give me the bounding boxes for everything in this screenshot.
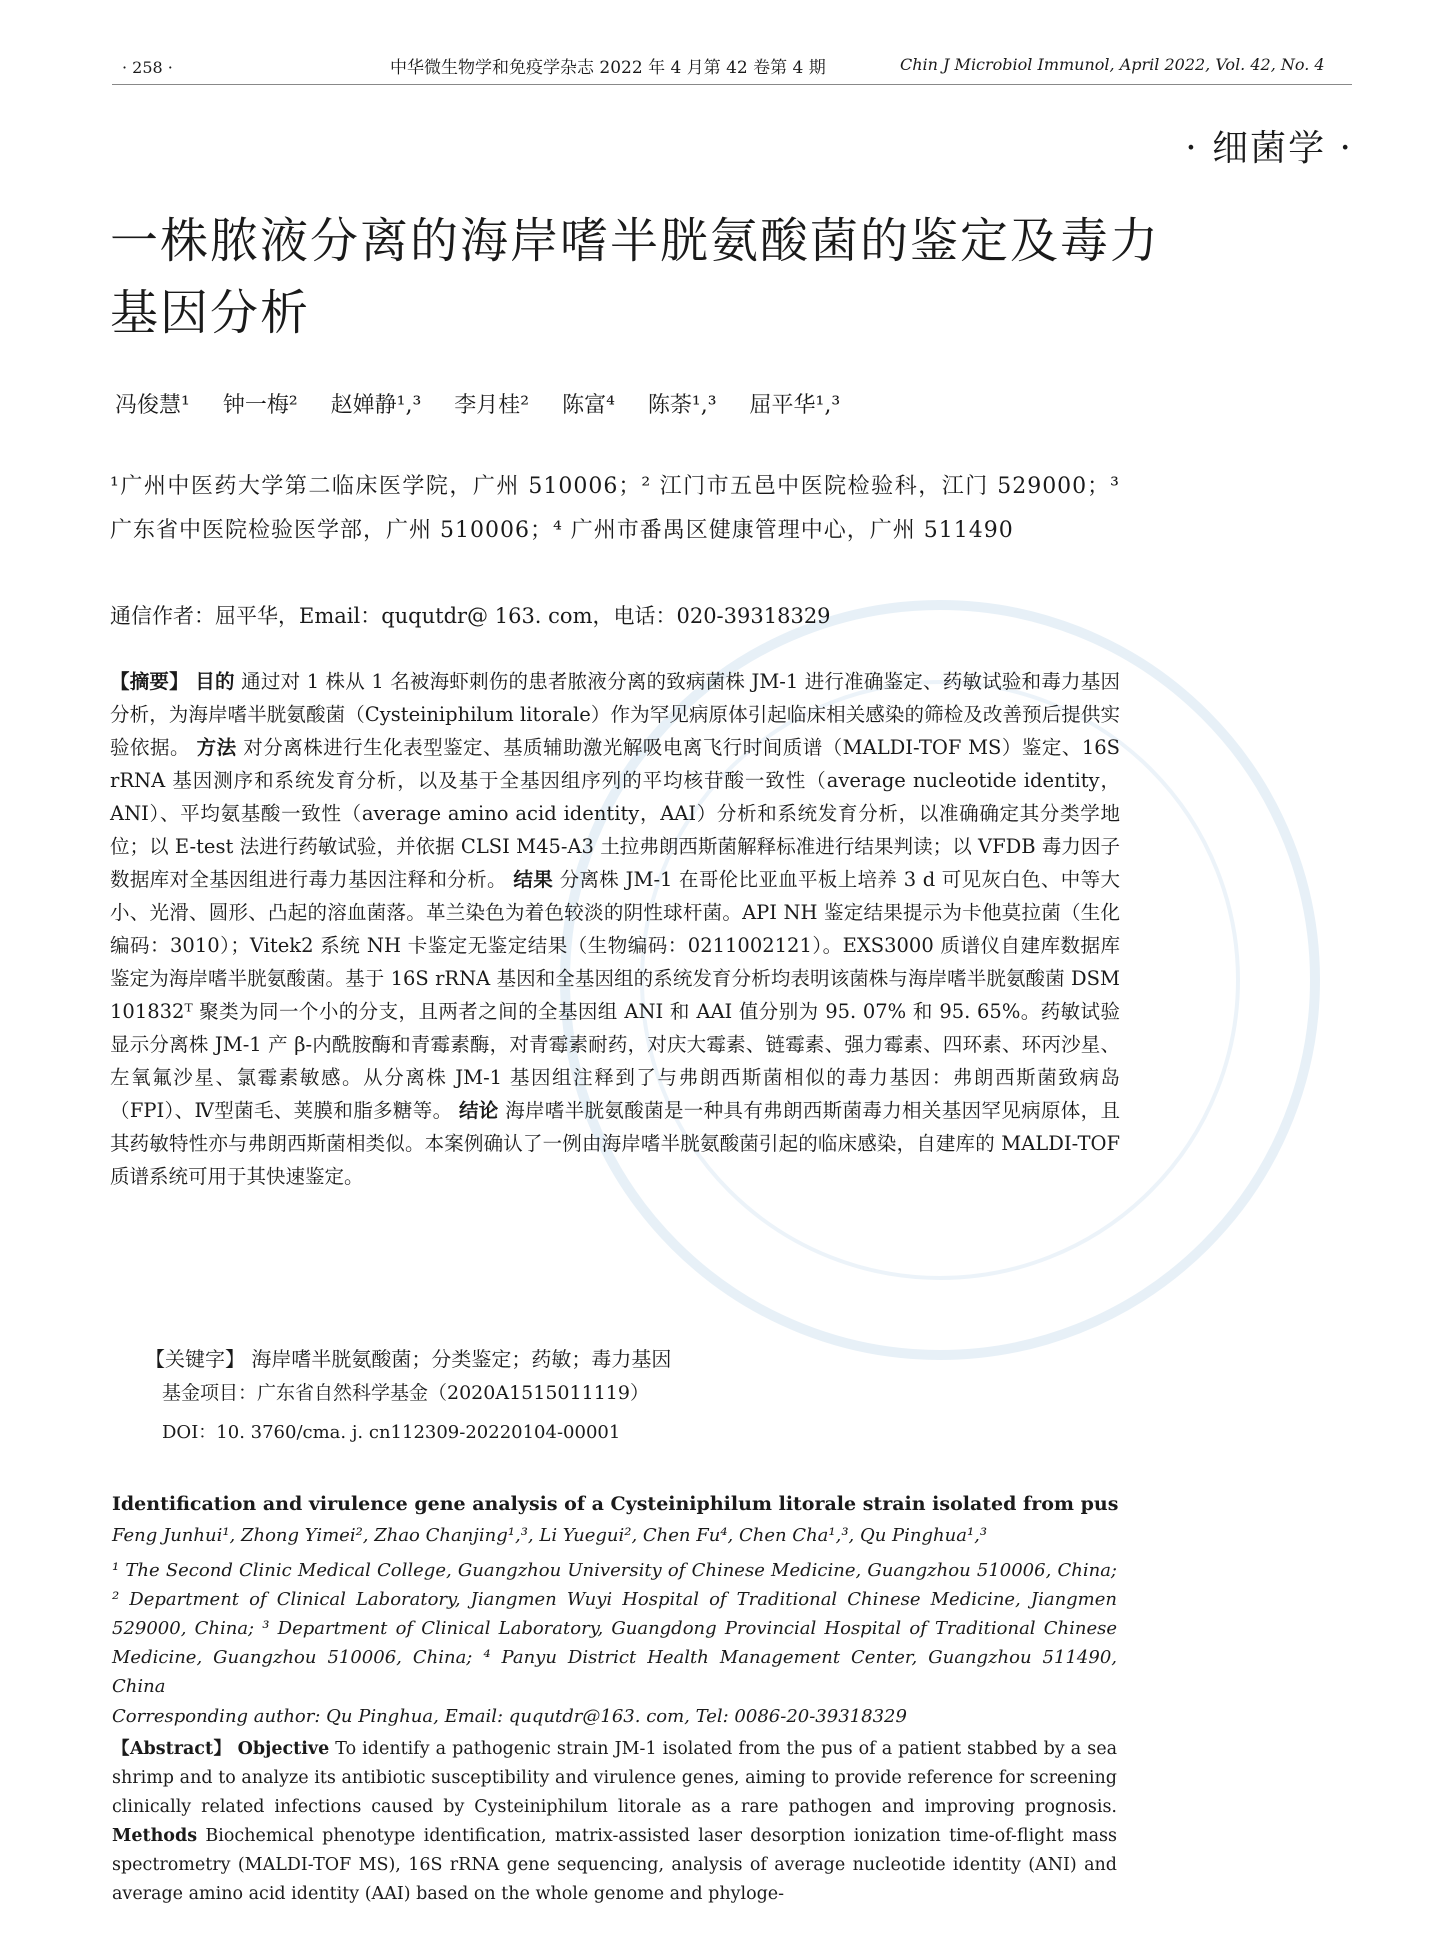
conclusion-label: 结论 <box>458 1099 499 1122</box>
abstract-cn <box>110 665 1120 1193</box>
english-title: Identification and virulence gene analysis of a Cysteiniphilum litorale strain isolated from pus <box>112 1493 1119 1515</box>
header-rule <box>112 84 1352 85</box>
english-corresponding: Corresponding author: Qu Pinghua, Email: ququtdr@163. com, Tel: 0086-20-39318329 <box>112 1706 907 1727</box>
en-abstract-label: 【Abstract】 <box>112 1739 232 1759</box>
results-label: 结果 <box>513 868 554 891</box>
results-text: 分离株 JM-1 在哥伦比亚血平板上培养 3 d 可见灰白色、中等大小、光滑、圆形、凸起的溶血菌落。革兰染色为着色较淡的阴性球杆菌。API NH 鉴定结果提示为卡他莫拉菌（生化编码：3010）；Vitek2 系统 NH 卡鉴定无鉴定结果（生物编码：0211002121）。EXS3000 质谱仪自建库数据库鉴定为海岸嗜半胱氨酸菌。基于 16S rRNA 基因和全基因组的系统发育分析均表明该菌株与海岸嗜半胱氨酸菌 DSM 101832ᵀ 聚类为同一个小的分支，且两者之间的全基因组 ANI 和 AAI 值分别为 95. 07% 和 95. 65%。药敏试验显示分离株 JM-1 产 β-内酰胺酶和青霉素酶，对青霉素耐药，对庆大霉素、链霉素、强力霉素、四环素、环丙沙星、左氧氟沙星、氯霉素敏感。从分离株 JM-1 基因组注释到了与弗朗西斯菌相似的毒力基因：弗朗西斯菌致病岛（FPI）、Ⅳ型菌毛、荚膜和脂多糖等。 <box>110 868 1120 1122</box>
article-title: 一株脓液分离的海岸嗜半胱氨酸菌的鉴定及毒力基因分析 <box>110 213 1161 341</box>
en-objective-label: Objective <box>237 1739 330 1759</box>
doi-link[interactable]: DOI：10. 3760/cma. j. cn112309-20220104-00001 <box>162 1422 621 1443</box>
objective-text: 通过对 1 株从 1 名被海虾刺伤的患者脓液分离的致病菌株 JM-1 进行准确鉴定、药敏试验和毒力基因分析，为海岸嗜半胱氨酸菌（Cysteiniphilum litorale）作为罕见病原体引起临床相关感染的筛检及改善预后提供实验依据。 <box>110 670 1120 759</box>
methods-text: 对分离株进行生化表型鉴定、基质辅助激光解吸电离飞行时间质谱（MALDI-TOF MS）鉴定、16S rRNA 基因测序和系统发育分析，以及基于全基因组序列的平均核苷酸一致性（average nucleotide identity，ANI）、平均氨基酸一致性（average amino acid identity，AAI）分析和系统发育分析，以准确确定其分类学地位；以 E-test 法进行药敏试验，并依据 CLSI M45-A3 土拉弗朗西斯菌解释标准进行结果判读；以 VFDB 毒力因子数据库对全基因组进行毒力基因注释和分析。 <box>110 736 1120 891</box>
abstract-label: 【摘要】 <box>110 670 189 693</box>
en-objective-text: To identify a pathogenic strain JM-1 isolated from the pus of a patient stabbed by a sea shrimp and to analyze its antibiotic susceptibility and virulence genes, aiming to provide reference for screening clinically related infections caused by Cysteiniphilum litorale as a rare pathogen and improving prognosis. <box>112 1739 1117 1817</box>
english-authors: Feng Junhui¹, Zhong Yimei², Zhao Chanjing¹,³, Li Yuegui², Chen Fu⁴, Chen Cha¹,³, Qu Pinghua¹,³ <box>112 1525 988 1546</box>
journal-citation-en: Chin J Microbiol Immunol, April 2022, Vol. 42, No. 4 <box>900 55 1325 74</box>
methods-label: 方法 <box>196 736 237 759</box>
page-number: · 258 · <box>122 58 173 77</box>
english-affiliations: ¹ The Second Clinic Medical College, Guangzhou University of Chinese Medicine, Guangzhou 510006, China; ² Department of Clinical Laboratory, Jiangmen Wuyi Hospital of Traditional Chinese Medicine, Jiangmen 529000, China; ³ Department of Clinical Laboratory, Guangdong Provincial Hospital of Traditional Chinese Medicine, Guangzhou 510006, China; ⁴ Panyu District Health Management Center, Guangzhou 511490, China <box>112 1560 1117 1697</box>
funding: 基金项目：广东省自然科学基金（2020A1515011119） <box>162 1382 649 1404</box>
en-methods-label: Methods <box>112 1826 198 1846</box>
en-methods-text: Biochemical phenotype identification, matrix-assisted laser desorption ionization time-of-flight mass spectrometry (MALDI-TOF MS), 16S rRNA gene sequencing, analysis of average nucleotide identity (ANI) and average amino acid identity (AAI) based on the whole genome and phyloge- <box>112 1826 1117 1904</box>
corresponding-author: 通信作者：屈平华，Email：ququtdr@ 163. com，电话：020-39318329 <box>110 604 831 628</box>
conclusion-text: 海岸嗜半胱氨酸菌是一种具有弗朗西斯菌毒力相关基因罕见病原体，且其药敏特性亦与弗朗西斯菌相类似。本案例确认了一例由海岸嗜半胱氨酸菌引起的临床感染，自建库的 MALDI-TOF 质谱系统可用于其快速鉴定。 <box>110 1099 1120 1188</box>
author-list: 冯俊慧¹ 钟一梅² 赵婵静¹,³ 李月桂² 陈富⁴ 陈荼¹,³ 屈平华¹,³ <box>115 393 841 418</box>
abstract-en <box>112 1735 1117 1909</box>
objective-label: 目的 <box>195 670 235 693</box>
keywords: 【关键字】 海岸嗜半胱氨酸菌；分类鉴定；药敏；毒力基因 <box>145 1347 672 1371</box>
section-label: · 细菌学 · <box>1185 128 1353 169</box>
affiliations: ¹广州中医药大学第二临床医学院，广州 510006；² 江门市五邑中医院检验科，江门 529000；³ 广东省中医院检验医学部，广州 510006；⁴ 广州市番禺区健康管理中心，广州 511490 <box>110 474 1120 543</box>
journal-citation-cn: 中华微生物学和免疫学杂志 2022 年 4 月第 42 卷第 4 期 <box>390 58 826 78</box>
